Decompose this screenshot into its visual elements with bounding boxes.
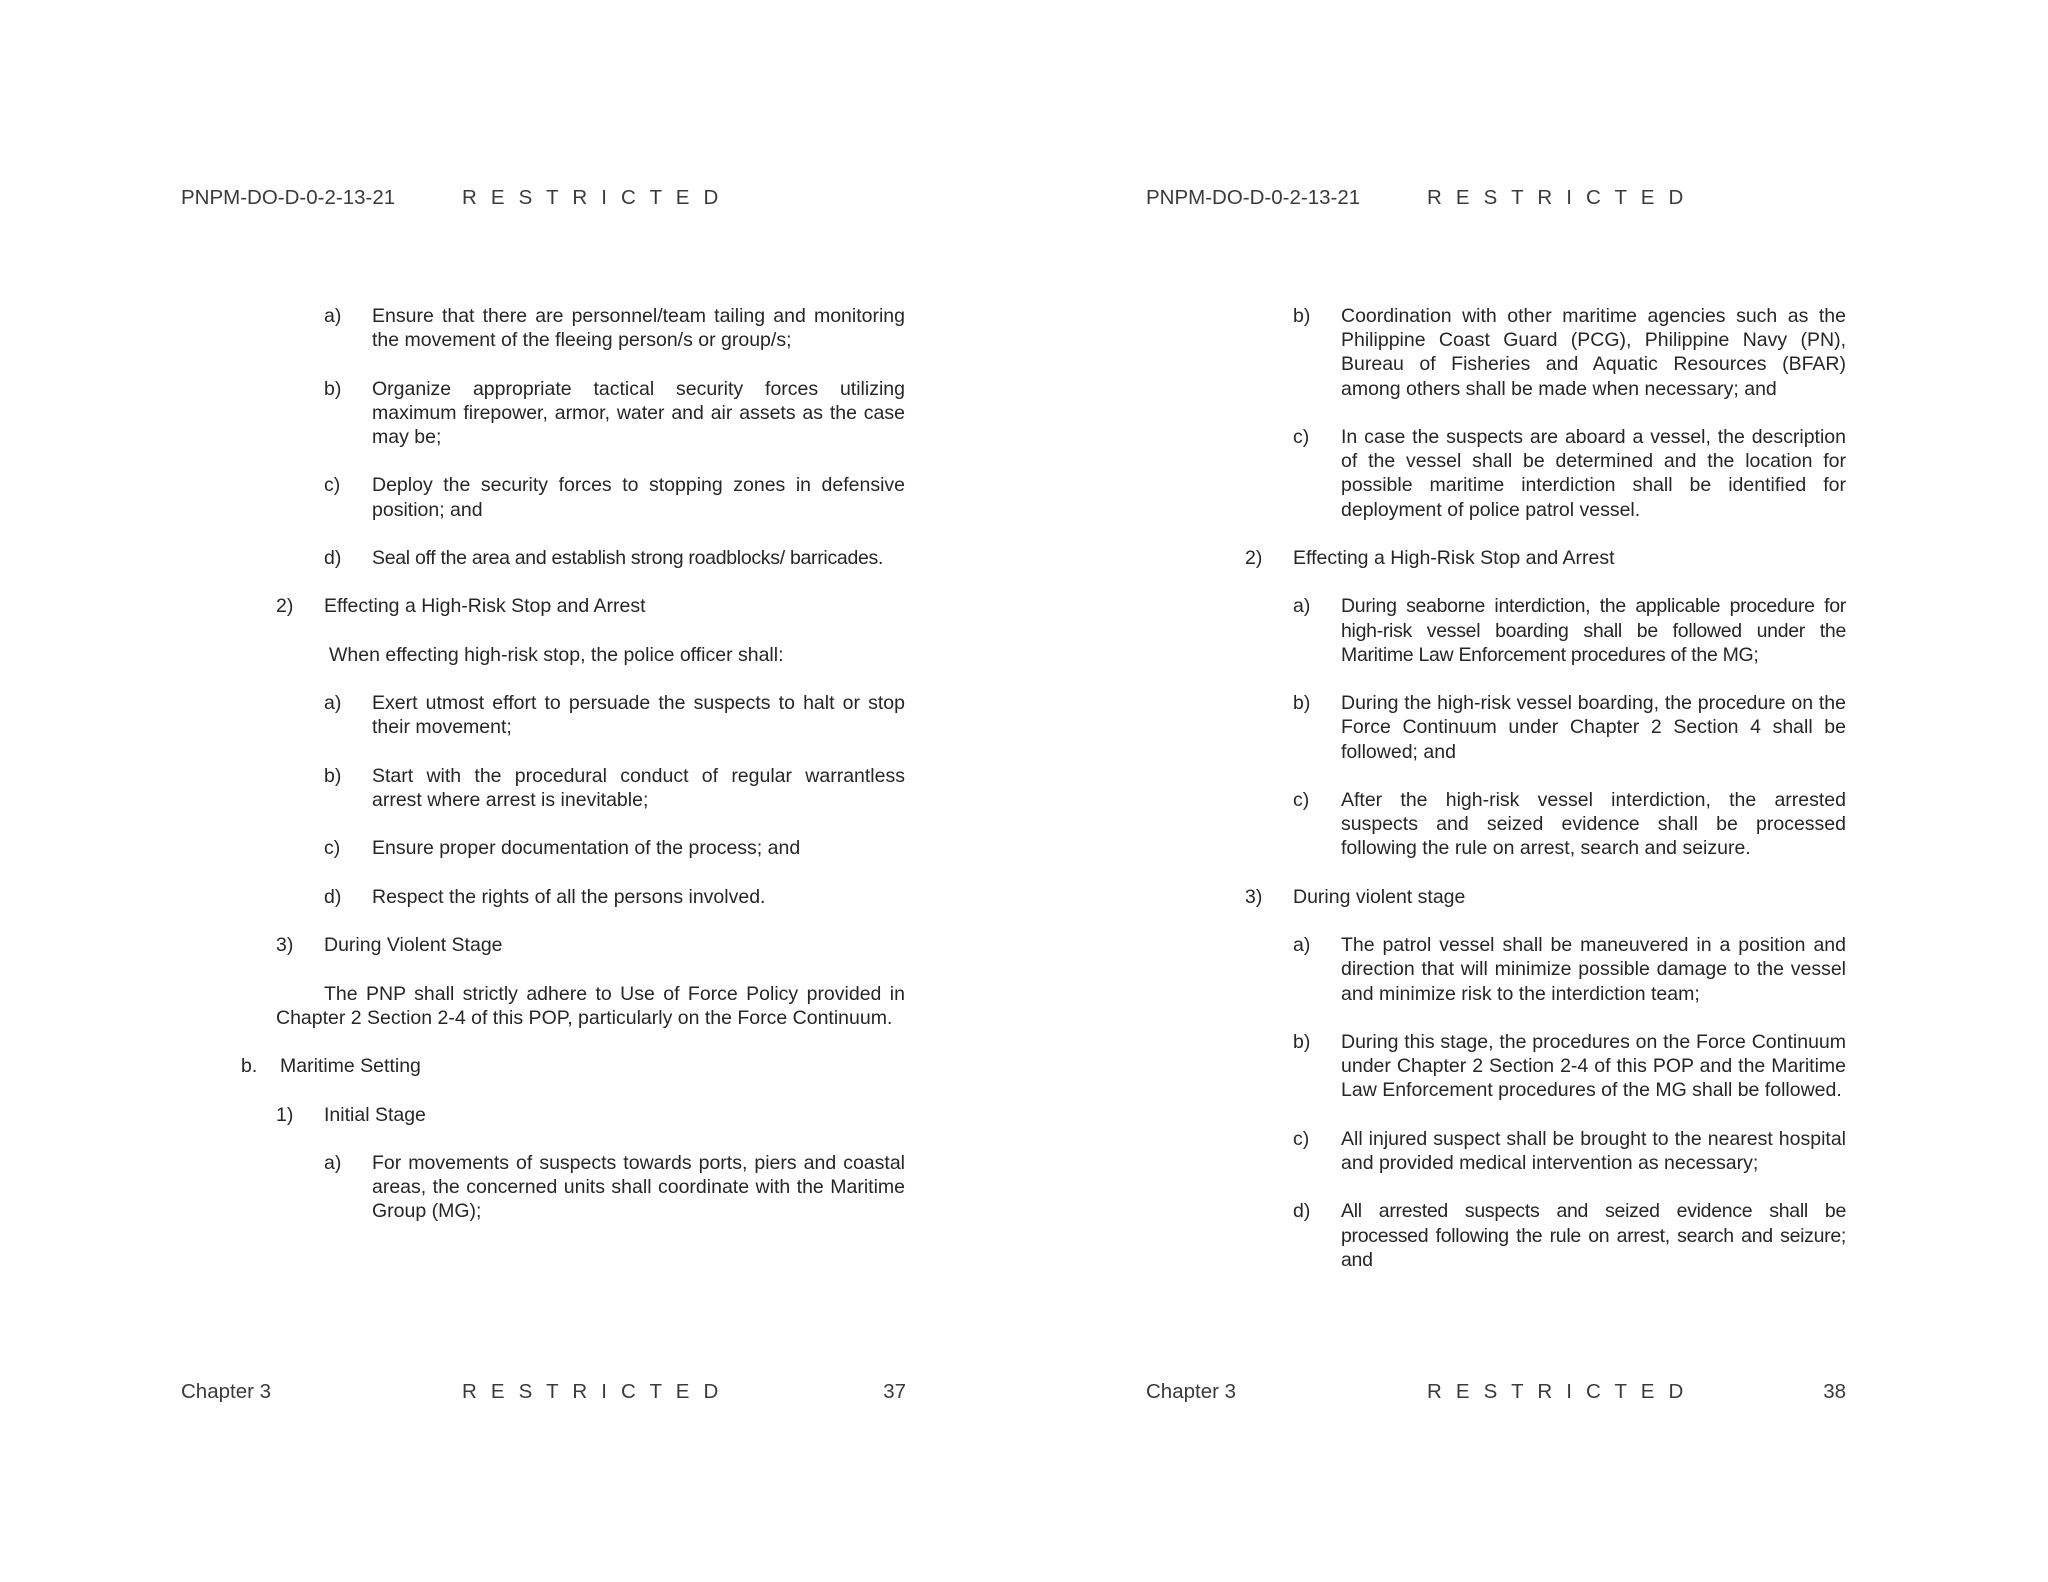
list-item (965, 304, 1930, 401)
item-label: a) (324, 305, 342, 327)
item-label: a) (324, 1151, 342, 1174)
item-label: b) (1293, 692, 1311, 715)
item-label: b) (1293, 305, 1311, 327)
item-text: For movements of suspects towards ports, piers and coastal areas, the concerned units shall coordinate with the Maritime Group (MG); (372, 1151, 905, 1223)
item-text: Initial Stage (324, 1103, 426, 1126)
item-text: Ensure proper documentation of the process; and (372, 837, 801, 860)
item-label: a) (324, 692, 342, 715)
list-item (965, 1199, 1930, 1272)
item-label: b) (324, 764, 342, 787)
item-label: a) (1293, 595, 1311, 618)
item-text: During the high-risk vessel boarding, the procedure on the Force Continuum under Chapter 2 Section 4 shall be followed; and (1341, 692, 1846, 763)
item-text: During this stage, the procedures on the Force Continuum under Chapter 2 Section 2-4 of this POP and the Maritime Law Enforcement procedures of the MG shall be followed. (1341, 1030, 1846, 1102)
item-label: b) (1293, 1030, 1311, 1053)
header-doc-code: PNPM-DO-D-0-2-13-21 (181, 186, 396, 209)
item-text: Maritime Setting (280, 1055, 421, 1078)
item-label: b. (241, 1055, 258, 1078)
item-label: c) (324, 474, 341, 497)
page-body (965, 304, 1930, 1296)
section-heading (965, 546, 1930, 570)
footer-classification: R E S T R I C T E D (1427, 1380, 1688, 1403)
header-classification: R E S T R I C T E D (462, 186, 723, 209)
list-item (0, 764, 965, 812)
item-label: c) (1293, 788, 1310, 811)
item-label: 1) (276, 1103, 294, 1126)
item-label: d) (324, 885, 342, 908)
header-classification: R E S T R I C T E D (1427, 186, 1688, 209)
item-label: c) (1293, 426, 1310, 448)
item-label: 3) (1245, 885, 1263, 908)
item-text: All injured suspect shall be brought to the nearest hospital and provided medical intervention as necessary; (1341, 1127, 1846, 1174)
item-label: 2) (1245, 547, 1263, 569)
item-label: a) (1293, 934, 1311, 957)
item-text: Respect the rights of all the persons involved. (372, 885, 766, 908)
page-body (0, 304, 965, 1248)
list-item (0, 546, 965, 570)
list-item (965, 691, 1930, 764)
item-label: 3) (276, 934, 294, 957)
item-text: Effecting a High-Risk Stop and Arrest (324, 595, 646, 618)
list-item (0, 836, 965, 860)
item-text: Seal off the area and establish strong roadblocks/ barricades. (372, 546, 884, 569)
item-text: During seaborne interdiction, the applicable procedure for high-risk vessel boarding shall be followed under the Maritime Law Enforcement procedures of the MG; (1341, 595, 1846, 666)
section-heading (0, 594, 965, 618)
item-label: d) (324, 546, 342, 569)
list-item (0, 885, 965, 909)
list-item (0, 304, 965, 352)
list-item (965, 788, 1930, 861)
item-text: Start with the procedural conduct of regular warrantless arrest where arrest is inevitable; (372, 764, 905, 811)
page-number: 38 (1823, 1380, 1846, 1403)
header-doc-code: PNPM-DO-D-0-2-13-21 (1146, 186, 1361, 209)
item-text: Exert utmost effort to persuade the suspects to halt or stop their movement; (372, 692, 905, 739)
item-text: During violent stage (1293, 885, 1466, 908)
paragraph: The PNP shall strictly adhere to Use of Force Policy provided in Chapter 2 Section 2-4 of this POP, particularly on the Force Continuum. (276, 982, 905, 1029)
item-label: 2) (276, 595, 294, 618)
page-number: 37 (883, 1380, 906, 1403)
item-text: All arrested suspects and seized evidence shall be processed following the rule on arrest, search and seizure; and (1341, 1200, 1846, 1271)
section-heading (0, 1054, 965, 1078)
item-text: In case the suspects are aboard a vessel, the description of the vessel shall be determined and the location for possible maritime interdiction shall be identified for deployment of police patrol vessel. (1341, 426, 1846, 521)
left-page (0, 0, 965, 1582)
item-text: The patrol vessel shall be maneuvered in a position and direction that will minimize possible damage to the vessel and minimize risk to the interdiction team; (1341, 934, 1846, 1005)
footer-chapter: Chapter 3 (181, 1380, 272, 1403)
item-text: During Violent Stage (324, 934, 503, 957)
item-text: After the high-risk vessel interdiction, the arrested suspects and seized evidence shall be processed following the rule on arrest, search and seizure. (1341, 788, 1846, 860)
footer-chapter: Chapter 3 (1146, 1380, 1237, 1403)
list-item (965, 425, 1930, 522)
section-heading (0, 1103, 965, 1127)
item-text: Organize appropriate tactical security forces utilizing maximum firepower, armor, water and air assets as the case may be; (372, 377, 905, 448)
item-text: Coordination with other maritime agencies such as the Philippine Coast Guard (PCG), Philippine Navy (PN), Bureau of Fisheries and Aquatic Resources (BFAR) among others shall be made when necessary; and (1341, 305, 1846, 400)
item-text: Effecting a High-Risk Stop and Arrest (1293, 547, 1615, 569)
list-item (965, 1030, 1930, 1103)
item-text: Deploy the security forces to stopping zones in defensive position; and (372, 474, 905, 521)
section-heading (0, 933, 965, 957)
list-item (0, 473, 965, 521)
list-item (0, 691, 965, 739)
list-item (965, 933, 1930, 1006)
paragraph: When effecting high-risk stop, the police officer shall: (329, 643, 784, 666)
item-label: d) (1293, 1200, 1311, 1223)
item-text: Ensure that there are personnel/team tailing and monitoring the movement of the fleeing person/s or group/s; (372, 305, 905, 352)
right-page (965, 0, 1930, 1582)
list-item (965, 1127, 1930, 1175)
footer-classification: R E S T R I C T E D (462, 1380, 723, 1403)
list-item (0, 377, 965, 450)
item-label: c) (1293, 1127, 1310, 1150)
item-label: b) (324, 377, 342, 400)
item-label: c) (324, 837, 341, 860)
list-item (0, 1151, 965, 1224)
section-heading (965, 885, 1930, 909)
list-item (965, 594, 1930, 667)
